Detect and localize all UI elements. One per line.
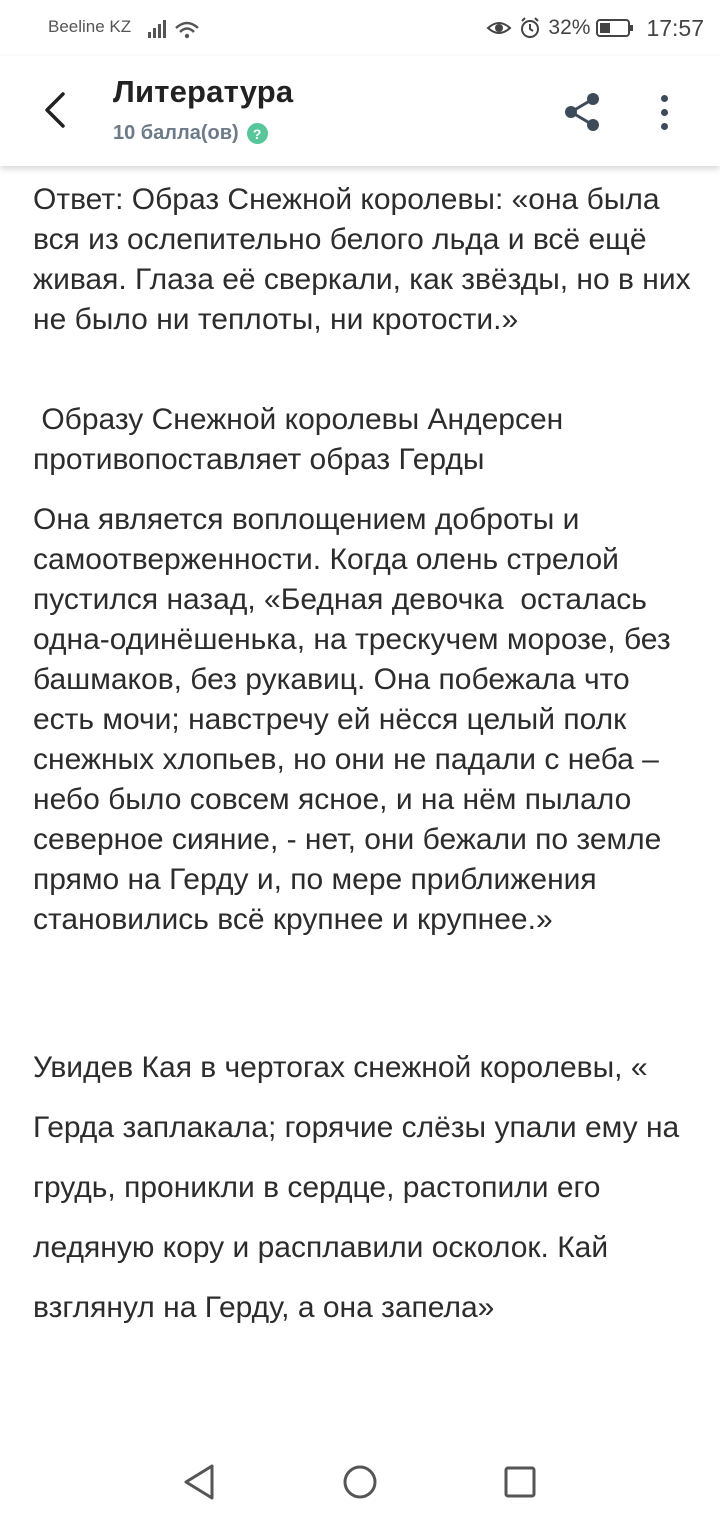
app-bar: [0, 56, 720, 166]
battery-icon: [596, 18, 634, 38]
nav-home-icon[interactable]: [338, 1460, 382, 1504]
battery-percent: 32%: [548, 16, 591, 39]
share-icon[interactable]: [558, 88, 606, 136]
nav-recents-icon[interactable]: [498, 1460, 542, 1504]
system-nav-bar: [0, 1440, 720, 1520]
more-vertical-icon[interactable]: [642, 88, 686, 136]
eye-icon: [486, 18, 512, 38]
status-right-group: [486, 13, 704, 43]
dot: [661, 109, 668, 116]
answer-paragraph: Образу Снежной королевы Андерсен противопоставляет образ Герды: [33, 403, 572, 476]
dot: [661, 95, 668, 102]
back-arrow-icon: [41, 90, 71, 130]
alarm-icon: [518, 16, 542, 40]
page-title: Литература: [113, 74, 294, 109]
clock: 17:57: [646, 14, 704, 41]
points-label: [113, 122, 268, 145]
nav-back-icon[interactable]: [178, 1460, 222, 1504]
answer-paragraph: Она является воплощением доброты и самоотверженности. Когда олень стрелой пустился назад, «Бедная девочка осталась одна-одинёшенька, на трескучем морозе, без башмаков, без рукавиц. Она побежала что есть мочи; навстречу ей нёсся целый полк снежных хлопьев, но они не падали с неба – небо было совсем ясное, и на нём пылало северное сияние, - нет, они бежали по земле прямо на Герду и, по мере приближения становились всё крупнее и крупнее.»: [33, 503, 679, 936]
answer-paragraph: Увидев Кая в чертогах снежной королевы, « Герда заплакала; горячие слёзы упали ему на грудь, проникли в сердце, растопили его ледяную кору и расплавили осколок. Кай взглянул на Герду, а она запела»: [33, 1051, 688, 1324]
dot: [661, 123, 668, 130]
answer-paragraph: Ответ: Образ Снежной королевы: «она была вся из ослепительно белого льда и всё ещё живая. Глаза её сверкали, как звёзды, но в них не было ни теплоты, ни кротости.»: [33, 183, 699, 336]
carrier-name: Beeline KZ: [48, 17, 132, 36]
points-text: 10 балла(ов): [113, 122, 239, 144]
status-bar: [0, 0, 720, 56]
back-button[interactable]: [30, 80, 82, 140]
help-icon[interactable]: ?: [247, 123, 268, 144]
signal-wifi-icon: [146, 16, 206, 40]
